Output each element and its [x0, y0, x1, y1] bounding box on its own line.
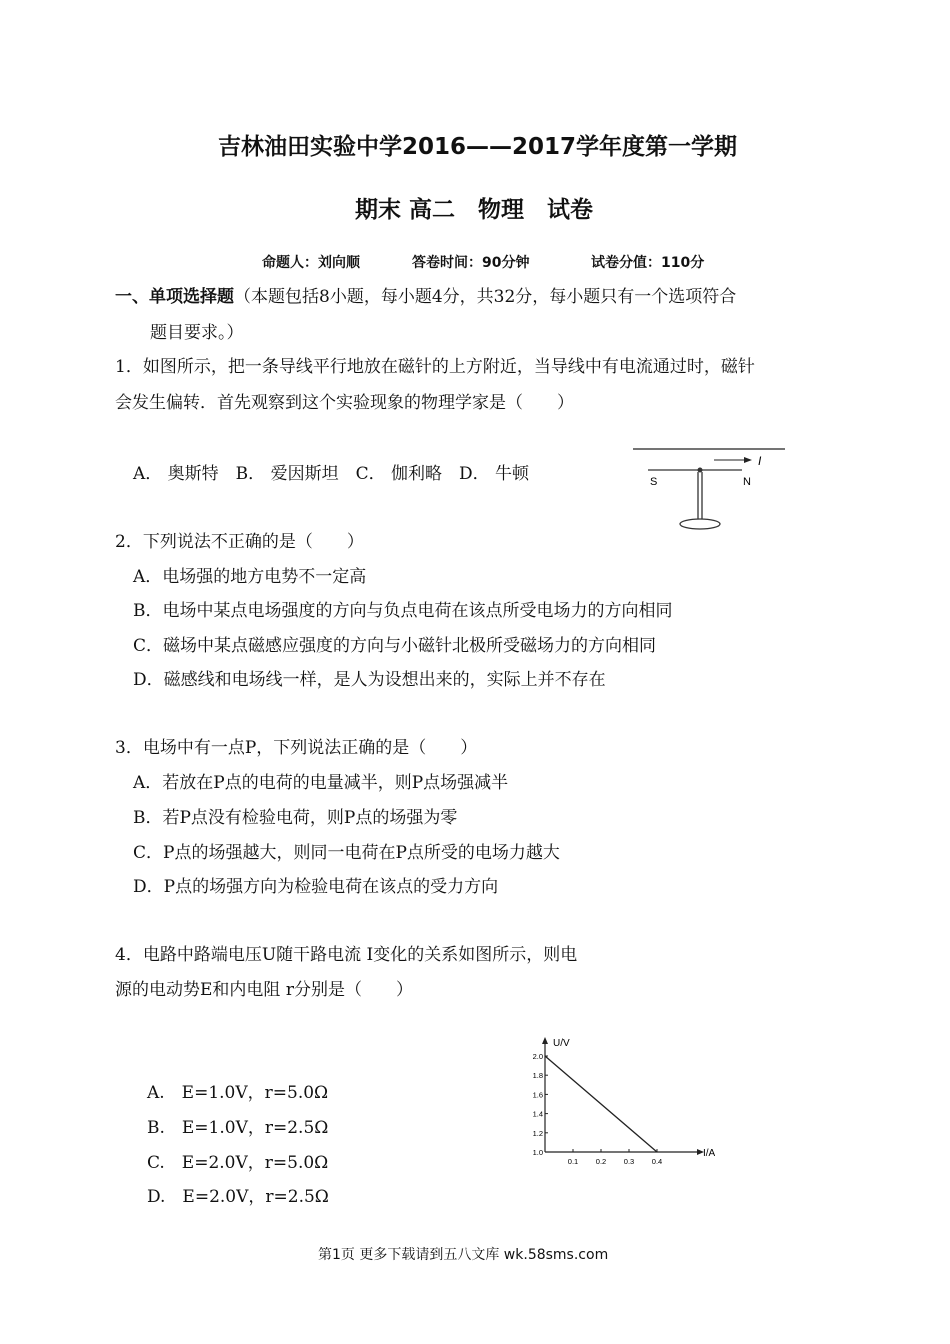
q3-stem: 3．电场中有一点P，下列说法正确的是（ ） [115, 738, 478, 758]
q1-stem-line2: 会发生偏转．首先观察到这个实验现象的物理学家是（ ） [115, 393, 574, 413]
section-heading [115, 287, 736, 307]
x-tick-label: 0.1 [567, 1157, 579, 1166]
y-tick-label: 1.8 [532, 1071, 543, 1081]
y-axis-arrow [542, 1037, 548, 1044]
q2-stem: 2．下列说法不正确的是（ ） [115, 532, 364, 552]
q3-option-c: C．P点的场强越大，则同一电荷在P点所受的电场力越大 [133, 843, 560, 863]
x-tick-label: 0.4 [651, 1157, 663, 1166]
section-desc-cont: 题目要求。） [150, 323, 244, 343]
north-label: N [743, 476, 751, 488]
x-axis-label: I/A [703, 1148, 715, 1159]
q4-stem-line2: 源的电动势E和内电阻 r分别是（ ） [115, 980, 413, 1000]
x-tick-label: 0.3 [623, 1157, 635, 1166]
title-line-1: 吉林油田实验中学2016——2017学年度第一学期 [218, 134, 738, 160]
q1-stem-line1: 1．如图所示，把一条导线平行地放在磁针的上方附近，当导线中有电流通过时，磁针 [115, 357, 755, 377]
author-label: 命题人：刘向顺 [262, 255, 360, 271]
q4-option-b: B. E=1.0V，r=2.5Ω [147, 1118, 329, 1138]
score-label: 试卷分值：110分 [591, 255, 705, 271]
y-tick-label: 1.0 [532, 1148, 543, 1157]
q2-option-b: B．电场中某点电场强度的方向与负点电荷在该点所受电场力的方向相同 [133, 601, 673, 621]
q4-option-d: D. E=2.0V，r=2.5Ω [147, 1187, 329, 1207]
q2-option-c: C．磁场中某点磁感应强度的方向与小磁针北极所受磁场力的方向相同 [133, 636, 657, 656]
south-label: S [650, 476, 658, 488]
y-tick-label: 1.4 [532, 1109, 543, 1119]
q3-option-d: D．P点的场强方向为检验电荷在该点的受力方向 [133, 877, 499, 897]
q2-option-a: A．电场强的地方电势不一定高 [133, 567, 367, 587]
compass-needle-figure [630, 445, 790, 535]
page-footer: 第1页 更多下载请到五八文库 wk.58sms.com [318, 1247, 609, 1263]
current-label: I [758, 454, 762, 468]
time-label: 答卷时间：90分钟 [412, 255, 530, 271]
y-tick-label: 2.0 [532, 1052, 543, 1061]
q4-stem-line1: 4．电路中路端电压U随干路电流 I变化的关系如图所示，则电 [115, 945, 578, 965]
y-tick-label: 1.2 [532, 1128, 543, 1138]
q3-option-b: B．若P点没有检验电荷，则P点的场强为零 [133, 808, 458, 828]
q3-option-a: A．若放在P点的电荷的电量减半，则P点场强减半 [133, 773, 509, 793]
y-axis-label: U/V [553, 1038, 570, 1049]
q1-options: A． 奥斯特 B． 爱因斯坦 C． 伽利略 D． 牛顿 [133, 464, 530, 484]
q2-option-d: D．磁感线和电场线一样，是人为设想出来的，实际上并不存在 [133, 670, 606, 690]
title-line-2: 期末 高二 物理 试卷 [355, 197, 594, 223]
u-i-series-line [545, 1056, 657, 1152]
x-tick-label: 0.2 [595, 1157, 607, 1166]
section-title: 一、单项选择题 [115, 287, 234, 307]
q4-option-c: C. E=2.0V，r=5.0Ω [147, 1153, 329, 1173]
q4-option-a: A. E=1.0V，r=5.0Ω [147, 1083, 329, 1103]
u-i-chart [515, 1035, 715, 1175]
y-tick-label: 1.6 [532, 1090, 543, 1100]
section-desc: （本题包括8小题，每小题4分，共32分，每小题只有一个选项符合 [234, 287, 737, 307]
